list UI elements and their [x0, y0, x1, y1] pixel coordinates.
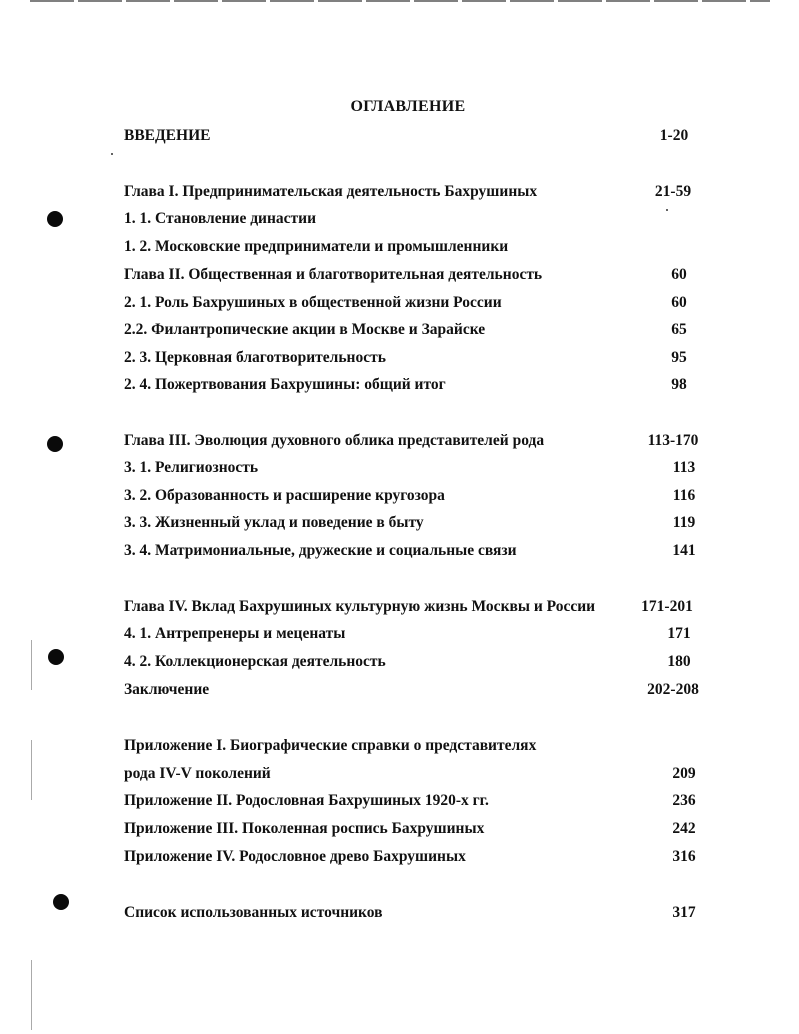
toc-entry-page: 316 [672, 848, 696, 865]
toc-entry-page: 171-201 [641, 598, 693, 615]
toc-entry-page: 242 [672, 820, 696, 837]
toc-entry-title: рода IV-V поколений [124, 765, 271, 782]
toc-entry-title: ВВЕДЕНИЕ [124, 127, 211, 144]
toc-entry-title: 2. 3. Церковная благотворительность [124, 349, 386, 366]
toc-entry-title: Приложение III. Поколенная роспись Бахрушиных [124, 820, 485, 837]
scan-margin-line [31, 640, 32, 690]
toc-entry-title: Приложение IV. Родословное древо Бахрушиных [124, 848, 466, 865]
toc-entry-page: 317 [672, 904, 696, 921]
toc-entry-page: 180 [667, 653, 691, 670]
toc-entry-page: 1-20 [659, 127, 689, 144]
scan-speck [111, 153, 113, 155]
toc-entry-title: 4. 2. Коллекционерская деятельность [124, 653, 386, 670]
toc-entry-title: 3. 3. Жизненный уклад и поведение в быту [124, 514, 424, 531]
toc-entry-title: Приложение I. Биографические справки о представителях [124, 737, 537, 754]
toc-entry-page: 113-170 [647, 432, 699, 449]
toc-entry-title: 2. 1. Роль Бахрушиных в общественной жизни России [124, 294, 502, 311]
toc-entry-title: 2. 4. Пожертвования Бахрушины: общий итог [124, 376, 446, 393]
toc-entry-page: 119 [672, 514, 696, 531]
toc-entry-title: Глава IV. Вклад Бахрушиных культурную жизнь Москвы и России [124, 598, 596, 615]
toc-entry-title: Глава I. Предпринимательская деятельность Бахрушиных [124, 183, 538, 200]
toc-entry-title: 4. 1. Антрепренеры и меценаты [124, 625, 346, 642]
toc-entry-title: Список использованных источников [124, 904, 383, 921]
punch-hole [47, 211, 63, 227]
toc-entry-page: 202-208 [647, 681, 699, 698]
toc-entry-title: 1. 1. Становление династии [124, 210, 317, 227]
toc-entry-page: 60 [671, 266, 687, 283]
toc-entry-page: 236 [672, 792, 696, 809]
toc-entry-page: 116 [672, 487, 696, 504]
toc-entry-page: 171 [667, 625, 691, 642]
scan-speck [666, 209, 668, 211]
scan-margin-line [31, 960, 32, 1030]
toc-entry-title: Заключение [124, 681, 210, 698]
scan-top-edge [30, 0, 770, 2]
toc-entry-page: 60 [671, 294, 687, 311]
toc-entry-page: 113 [672, 459, 696, 476]
toc-entry-title: Приложение II. Родословная Бахрушиных 1920-х гг. [124, 792, 489, 809]
toc-entry-title: Глава II. Общественная и благотворительная деятельность [124, 266, 543, 283]
toc-entry-page: 98 [671, 376, 687, 393]
page-title: ОГЛАВЛЕНИЕ [350, 98, 466, 115]
scan-margin-line [31, 740, 32, 800]
toc-entry-title: 3. 1. Религиозность [124, 459, 259, 476]
toc-entry-title: 2.2. Филантропические акции в Москве и Зарайске [124, 321, 486, 338]
punch-hole [47, 436, 63, 452]
toc-entry-page: 65 [671, 321, 687, 338]
punch-hole [48, 649, 64, 665]
punch-hole [53, 894, 69, 910]
toc-entry-title: 1. 2. Московские предприниматели и промышленники [124, 238, 509, 255]
toc-entry-page: 141 [672, 542, 696, 559]
toc-entry-title: Глава III. Эволюция духовного облика представителей рода [124, 432, 545, 449]
toc-entry-title: 3. 4. Матримониальные, дружеские и социальные связи [124, 542, 517, 559]
toc-entry-page: 95 [671, 349, 687, 366]
toc-entry-page: 21-59 [654, 183, 692, 200]
toc-entry-page: 209 [672, 765, 696, 782]
toc-entry-title: 3. 2. Образованность и расширение кругозора [124, 487, 445, 504]
